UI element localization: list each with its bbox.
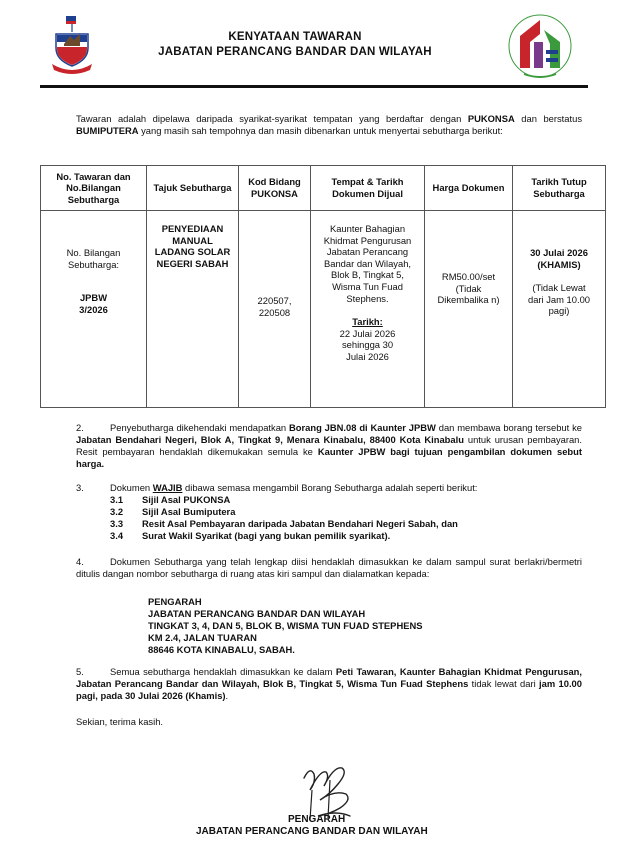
harga-value: RM50.00/set (Tidak Dikembalika n) bbox=[437, 271, 500, 306]
header-harga: Harga Dokumen bbox=[425, 166, 513, 211]
para-2-bold-2: Jabatan Bendahari Negeri, Blok A, Tingkat 9, Menara Kinabalu, 88400 Kota Kinabalu bbox=[76, 434, 464, 445]
intro-text-2: dan berstatus bbox=[514, 113, 583, 124]
intro-text-1: Tawaran adalah dipelawa daripada syarikat-syarikat tempatan yang berdaftar dengan bbox=[76, 113, 468, 124]
tarikh-value: 22 Julai 2026 sehingga 30 Julai 2026 bbox=[339, 327, 396, 362]
cell-tajuk bbox=[147, 211, 239, 408]
list-item bbox=[110, 494, 458, 506]
table-header-row bbox=[41, 166, 606, 211]
para-2 bbox=[76, 422, 582, 470]
list-item bbox=[110, 530, 458, 542]
cell-tawaran bbox=[41, 211, 147, 408]
header-tawaran: No. Tawaran dan No.Bilangan Sebutharga bbox=[41, 166, 147, 211]
para-4-number: 4. bbox=[76, 556, 84, 567]
list-item-number: 3.2 bbox=[110, 506, 124, 517]
para-3 bbox=[110, 482, 582, 494]
para-3-text-2: dibawa semasa mengambil Borang Sebutharga adalah seperti berikut: bbox=[182, 482, 478, 493]
header-tempat: Tempat & Tarikh Dokumen Dijual bbox=[311, 166, 425, 211]
list-item-number: 3.3 bbox=[110, 518, 124, 529]
address-line: TINGKAT 3, 4, DAN 5, BLOK B, WISMA TUN FUAD STEPHENS bbox=[148, 620, 423, 631]
para-2-text-1: Penyebutharga dikehendaki mendapatkan bbox=[110, 422, 290, 433]
signature-department: JABATAN PERANCANG BANDAR DAN WILAYAH bbox=[196, 826, 428, 837]
list-item-number: 3.4 bbox=[110, 530, 124, 541]
list-item bbox=[110, 506, 458, 518]
sabah-crest-icon bbox=[50, 14, 94, 76]
address-line: PENGARAH bbox=[148, 596, 202, 607]
tutup-note: (Tidak Lewat dari Jam 10.00 pagi) bbox=[527, 282, 590, 317]
jpbw-logo-icon bbox=[504, 12, 576, 80]
closing-text: Sekian, terima kasih. bbox=[76, 716, 164, 727]
tender-table bbox=[40, 165, 606, 408]
para-5-text-2: tidak lewat dari bbox=[468, 678, 540, 689]
list-item-number: 3.1 bbox=[110, 494, 124, 505]
para-2-text-3: untuk urusan pembayaran. Resit pembayaran hendaklah dikemukakan semula ke bbox=[76, 434, 582, 457]
address-line: KM 2.4, JALAN TUARAN bbox=[148, 632, 257, 643]
para-3-number: 3. bbox=[76, 482, 84, 493]
intro-text-3: yang masih sah tempohnya dan masih dibenarkan untuk menyertai sebutharga berikut: bbox=[138, 125, 503, 136]
cell-tempat bbox=[311, 211, 425, 408]
para-5-text-1: Semua sebutharga hendaklah dimasukkan ke dalam bbox=[110, 666, 336, 677]
title-line-1: KENYATAAN TAWARAN bbox=[228, 31, 362, 43]
list-item-text: Resit Asal Pembayaran daripada Jabatan Bendahari Negeri Sabah, dan bbox=[142, 518, 458, 529]
list-item-text: Sijil Asal PUKONSA bbox=[142, 494, 231, 505]
cell-harga bbox=[425, 211, 513, 408]
intro-bumiputera: BUMIPUTERA bbox=[76, 125, 139, 136]
para-4: Dokumen Sebutharga yang telah lengkap diisi hendaklah dimasukkan ke dalam sampul surat berlakri/bermetri ditulis dangan nombor sebutharga di ruang atas kiri sampul dan dialamatkan kepada: bbox=[76, 556, 582, 579]
intro-pukonsa: PUKONSA bbox=[467, 113, 515, 124]
header-divider bbox=[40, 85, 588, 88]
table-row bbox=[41, 211, 606, 408]
intro-paragraph bbox=[76, 113, 582, 137]
tarikh-label: Tarikh: bbox=[352, 316, 383, 328]
para-5-bold-2: jam 10.00 pagi, pada 30 Julai 2026 (Khamis) bbox=[76, 678, 582, 701]
para-3-wajib: WAJIB bbox=[152, 482, 183, 493]
cell-kod bbox=[239, 211, 311, 408]
list-item bbox=[110, 518, 458, 530]
no-bilangan-label: No. Bilangan Sebutharga: bbox=[66, 247, 121, 270]
address-line: 88646 KOTA KINABALU, SABAH. bbox=[148, 644, 295, 655]
tajuk-value: PENYEDIAAN MANUAL LADANG SOLAR NEGERI SABAH bbox=[154, 223, 231, 269]
tempat-value: Kaunter Bahagian Khidmat Pengurusan Jabatan Perancang Bandar dan Wilayah, Blok B, Tingkat 5, Wisma Tun Fuad Stephens. bbox=[323, 223, 412, 304]
cell-tutup bbox=[513, 211, 606, 408]
para-5-number: 5. bbox=[76, 666, 84, 677]
title-line-2: JABATAN PERANCANG BANDAR DAN WILAYAH bbox=[158, 46, 432, 58]
header-tajuk: Tajuk Sebutharga bbox=[147, 166, 239, 211]
para-2-number: 2. bbox=[76, 422, 84, 433]
para-5-text-3: . bbox=[225, 690, 229, 701]
para-2-text-2: dan membawa borang tersebut ke bbox=[435, 422, 582, 433]
list-item-text: Sijil Asal Bumiputera bbox=[142, 506, 236, 517]
signature-role: PENGARAH bbox=[288, 814, 346, 825]
para-2-bold-3: Kaunter JPBW bagi tujuan pengambilan dokumen sebut harga. bbox=[76, 446, 582, 469]
kod-value: 220507, 220508 bbox=[257, 295, 292, 318]
para-5 bbox=[76, 666, 582, 702]
address-block bbox=[148, 596, 423, 656]
header-tutup: Tarikh Tutup Sebutharga bbox=[513, 166, 606, 211]
list-item-text: Surat Wakil Syarikat (bagi yang bukan pemilik syarikat). bbox=[142, 530, 391, 541]
no-bilangan-value: JPBW 3/2026 bbox=[79, 292, 108, 315]
required-documents-list bbox=[110, 494, 458, 542]
para-2-bold-1: Borang JBN.08 di Kaunter JPBW bbox=[289, 422, 436, 433]
document-title bbox=[150, 30, 440, 60]
para-3-text-1: Dokumen bbox=[110, 482, 153, 493]
tutup-date: 30 Julai 2026 (KHAMIS) bbox=[530, 247, 588, 270]
address-line: JABATAN PERANCANG BANDAR DAN WILAYAH bbox=[148, 608, 366, 619]
header-kod: Kod Bidang PUKONSA bbox=[239, 166, 311, 211]
para-5-bold-1: Peti Tawaran, Kaunter Bahagian Khidmat Pengurusan, Jabatan Perancang Bandar dan Wilayah, Blok B, Tingkat 5, Wisma Tun Fuad Stephens bbox=[76, 666, 582, 689]
